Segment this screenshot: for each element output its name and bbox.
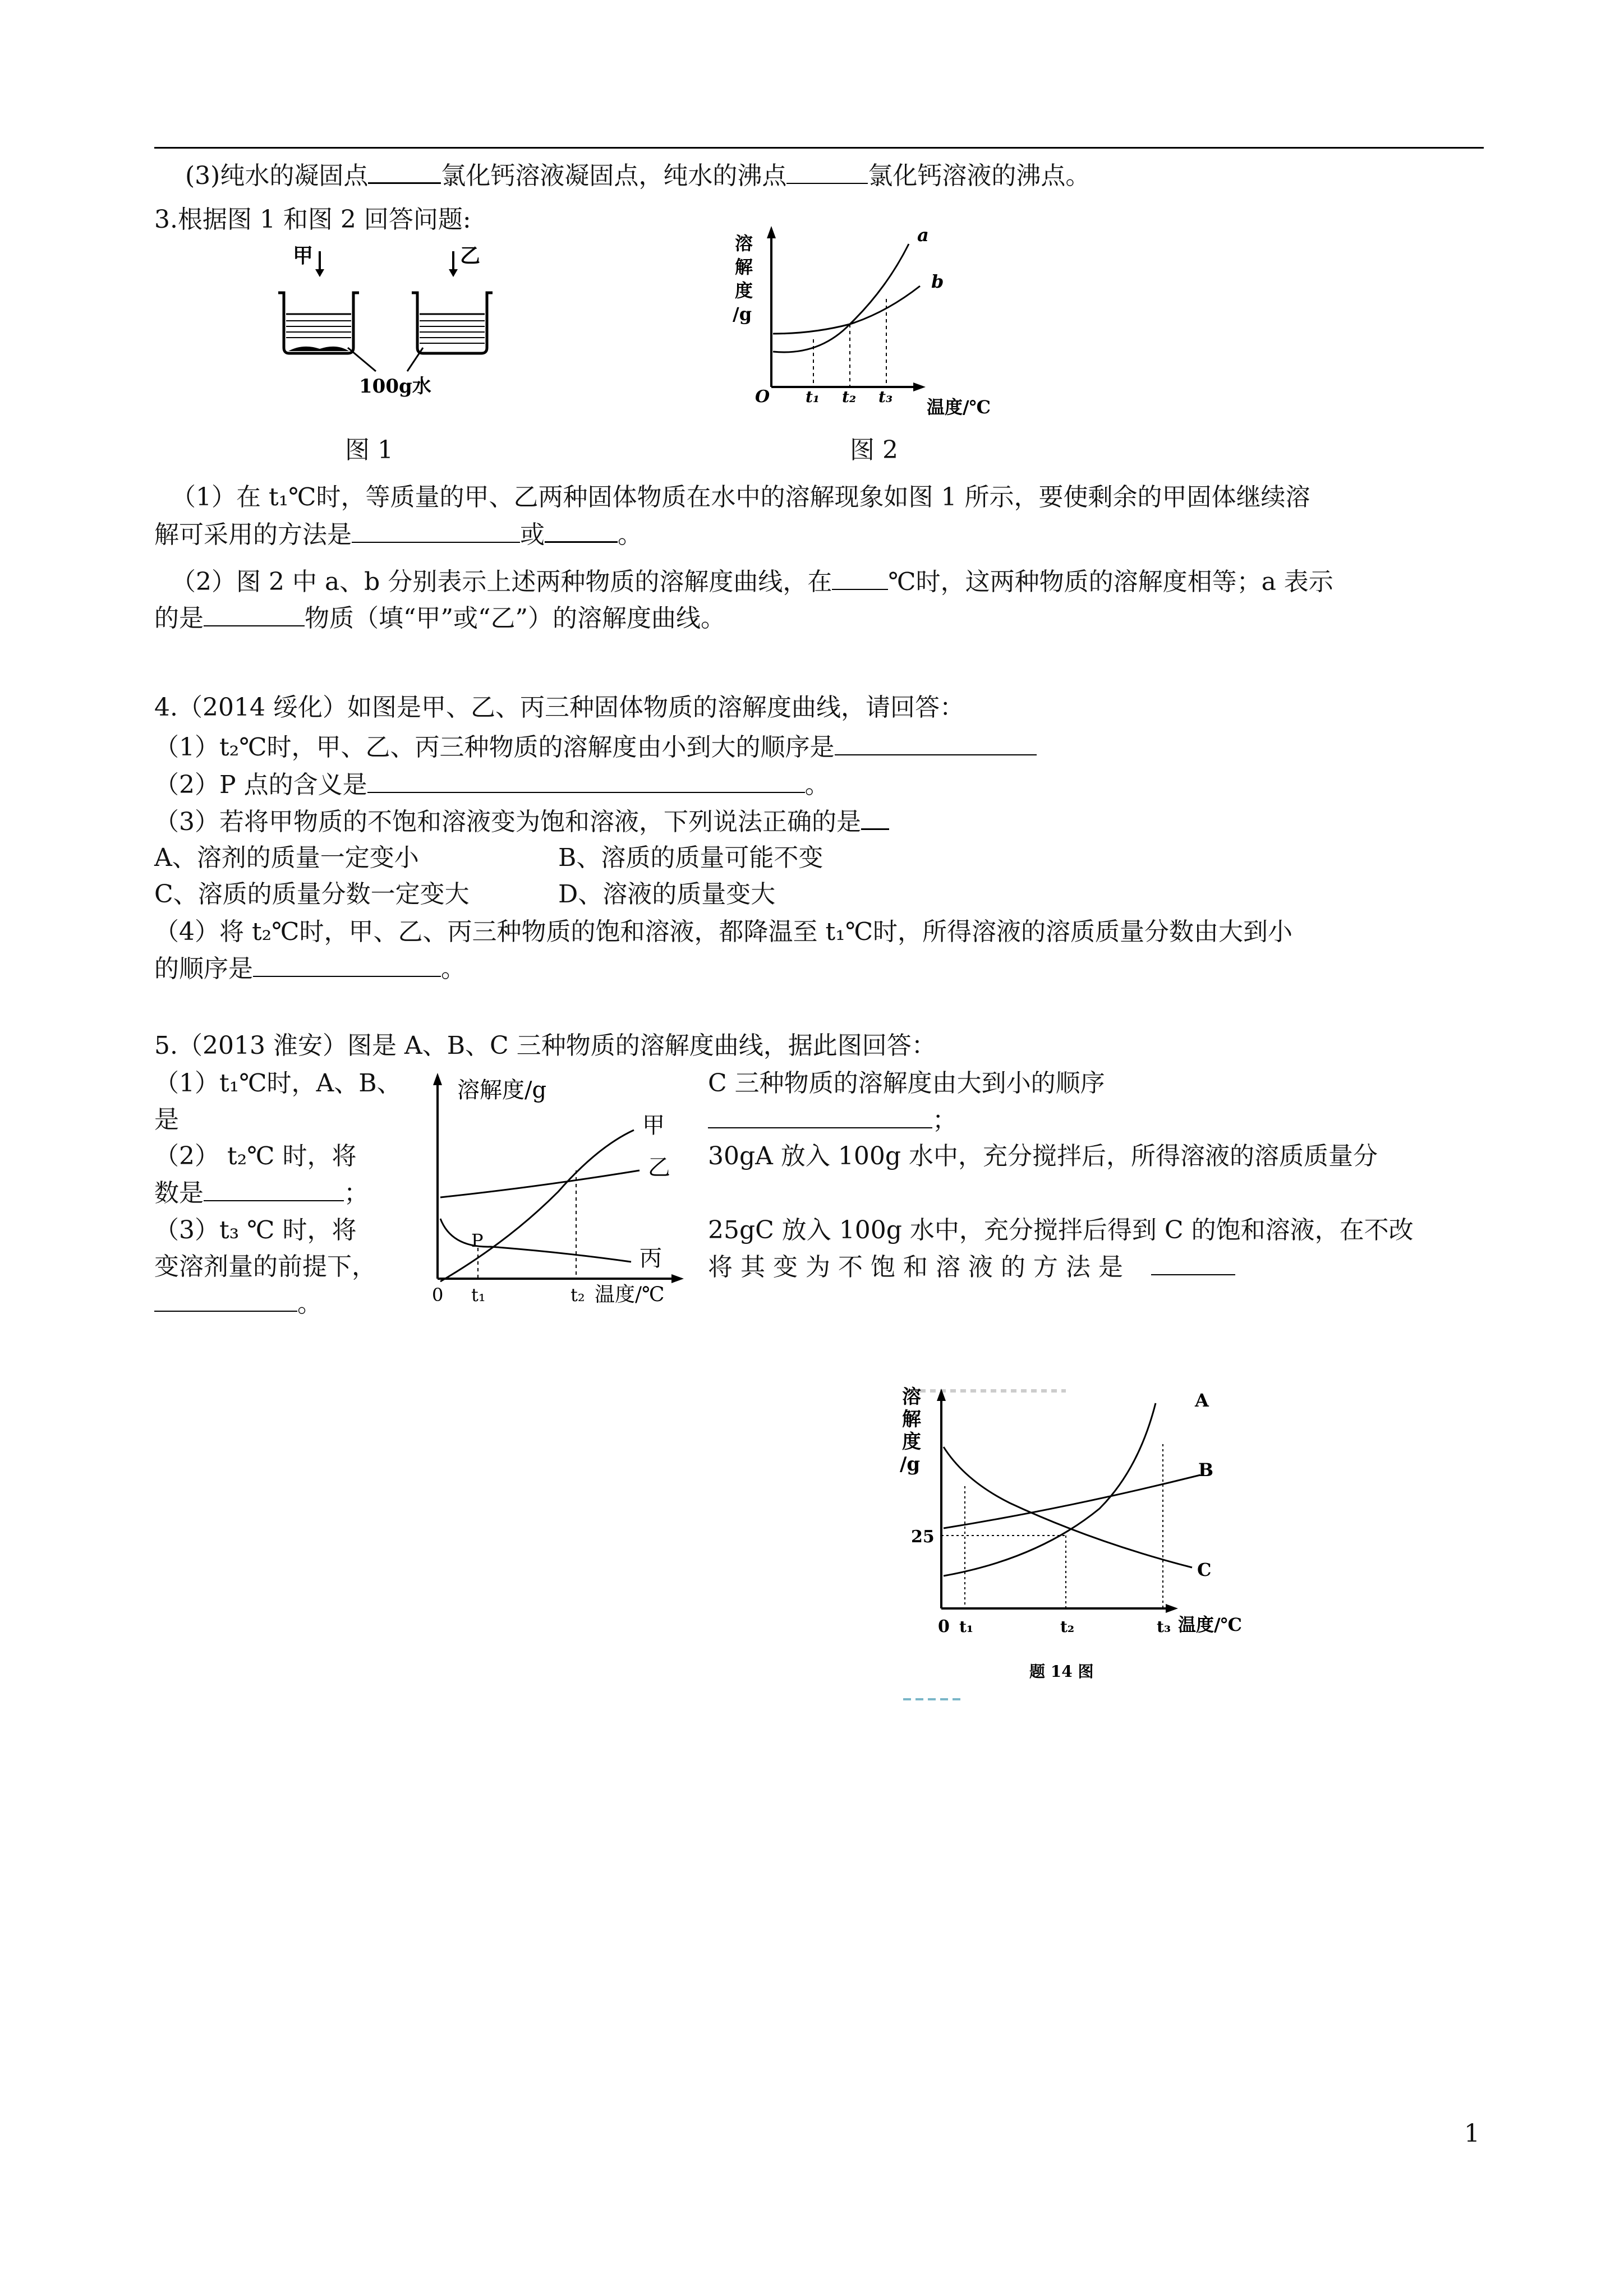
q5-left-7 bbox=[154, 1288, 322, 1319]
q3-p2-text-d: 物质（填“甲”或“乙”）的溶解度曲线。 bbox=[305, 604, 725, 633]
q5-left-1: （1）t₁℃时，A、B、 bbox=[154, 1069, 402, 1098]
q5-left-2: 是 bbox=[154, 1105, 179, 1134]
fig2-curve-a bbox=[773, 244, 909, 352]
blank-10[interactable] bbox=[253, 953, 441, 977]
q5-right-6 bbox=[708, 1252, 1235, 1283]
q3-p2-text-b: ℃时，这两种物质的溶解度相等；a 表示 bbox=[888, 568, 1333, 596]
q2-3-text-b: 氯化钙溶液凝固点，纯水的沸点 bbox=[441, 162, 787, 190]
q4-option-a[interactable]: A、溶剂的质量一定变小 bbox=[154, 843, 419, 872]
q5-right-2-end: ； bbox=[932, 1106, 957, 1135]
fig2-xlabel: 温度/℃ bbox=[927, 397, 991, 418]
q5-curve-bing bbox=[440, 1219, 631, 1262]
blank-3[interactable] bbox=[352, 519, 520, 543]
q5-left-3: （2） t₂℃ 时，将 bbox=[154, 1142, 357, 1170]
fig2-label-b: b bbox=[931, 271, 944, 292]
blank-1[interactable] bbox=[368, 160, 441, 184]
q5-left-7-end: 。 bbox=[297, 1289, 322, 1318]
q5-chart bbox=[418, 1068, 698, 1315]
q4-line5 bbox=[154, 953, 466, 984]
label-jia: 甲 bbox=[293, 244, 314, 268]
q4-line2 bbox=[154, 769, 830, 800]
fig14-ylabel-3: 度 bbox=[902, 1431, 921, 1453]
blank-11[interactable] bbox=[204, 1178, 344, 1201]
q3-title: 3.根据图 1 和图 2 回答问题: bbox=[154, 205, 471, 234]
q5-chart-y-arrow-icon bbox=[433, 1073, 442, 1085]
q3-p2-line2 bbox=[154, 603, 725, 634]
q4-option-b[interactable]: B、溶质的质量可能不变 bbox=[558, 843, 823, 872]
fig14-origin: 0 bbox=[938, 1617, 950, 1636]
q5-right-3: 30gA 放入 100g 水中，充分搅拌后，所得溶液的溶质质量分 bbox=[708, 1142, 1378, 1170]
q4-l2-end: 。 bbox=[804, 771, 830, 799]
q5-chart-origin: 0 bbox=[432, 1284, 444, 1306]
fig14-ylabel-4: /g bbox=[900, 1453, 921, 1476]
fig2-label-a: a bbox=[917, 224, 929, 246]
fig14-x-arrow-icon bbox=[1166, 1604, 1178, 1613]
q5-left-6: 变溶剂量的前提下， bbox=[154, 1252, 376, 1281]
q5-title: 5.（2013 淮安）图是 A、B、C 三种物质的溶解度曲线，据此图回答： bbox=[154, 1031, 936, 1060]
fig14-t1: t₁ bbox=[959, 1617, 974, 1636]
figure-2-chart bbox=[724, 222, 1038, 429]
q5-chart-x-arrow-icon bbox=[671, 1274, 684, 1283]
q5-left-4-text: 数是 bbox=[154, 1179, 204, 1207]
fig2-ylabel-1: 溶 bbox=[735, 233, 753, 254]
fig2-origin: O bbox=[755, 387, 770, 407]
fig14-label-a: A bbox=[1195, 1390, 1209, 1411]
fig14-curve-a bbox=[944, 1403, 1156, 1576]
q4-option-c[interactable]: C、溶质的质量分数一定变大 bbox=[154, 880, 470, 909]
label-yi: 乙 bbox=[460, 244, 481, 268]
blank-7[interactable] bbox=[835, 732, 1037, 755]
q3-p1-or: 或 bbox=[520, 520, 545, 549]
label-100g-water: 100g水 bbox=[359, 375, 431, 398]
fig14-xlabel: 温度/℃ bbox=[1178, 1614, 1243, 1635]
q4-l4-text: 的顺序是 bbox=[154, 955, 253, 983]
blank-14[interactable] bbox=[1151, 1252, 1235, 1275]
fig2-t1: t₁ bbox=[806, 388, 820, 406]
fig14-ylabel-2: 解 bbox=[902, 1408, 921, 1431]
q2-3-text-c: 氯化钙溶液的沸点。 bbox=[868, 162, 1091, 190]
fig2-y-arrow-icon bbox=[767, 226, 776, 238]
blank-5[interactable] bbox=[832, 566, 888, 590]
q5-right-2 bbox=[708, 1105, 957, 1136]
q4-line3 bbox=[154, 806, 889, 837]
q2-3-line bbox=[185, 160, 1090, 191]
fig2-x-arrow-icon bbox=[913, 382, 926, 391]
q4-l1-text: （1）t₂℃时，甲、乙、丙三种物质的溶解度由小到大的顺序是 bbox=[154, 733, 835, 762]
header-rule bbox=[154, 147, 1484, 149]
fig14-label-b: B bbox=[1198, 1459, 1214, 1481]
q3-p2-text-c: 的是 bbox=[154, 604, 204, 633]
page-number: 1 bbox=[1464, 2119, 1480, 2148]
q5-chart-point-p: P bbox=[471, 1230, 484, 1251]
blank-6[interactable] bbox=[204, 603, 305, 626]
fig1-caption: 图 1 bbox=[345, 436, 393, 464]
figure-1-beakers bbox=[264, 241, 510, 409]
q5-label-bing: 丙 bbox=[640, 1246, 662, 1271]
q4-line4: （4）将 t₂℃时，甲、乙、丙三种物质的饱和溶液，都降温至 t₁℃时，所得溶液的溶质质量分数由大到小 bbox=[154, 918, 1293, 946]
q5-chart-t2: t₂ bbox=[571, 1284, 585, 1306]
q5-label-yi: 乙 bbox=[648, 1155, 670, 1181]
fig2-t3: t₃ bbox=[878, 388, 893, 406]
blank-8[interactable] bbox=[367, 769, 805, 793]
q5-chart-xlabel: 温度/℃ bbox=[595, 1283, 665, 1306]
fig2-ylabel-3: 度 bbox=[735, 280, 753, 301]
fig14-caption: 题 14 图 bbox=[1029, 1662, 1094, 1681]
fig2-caption: 图 2 bbox=[850, 436, 898, 464]
q5-right-1: C 三种物质的溶解度由大到小的顺序 bbox=[708, 1069, 1105, 1098]
q5-left-4-end: ； bbox=[344, 1179, 369, 1207]
fig14-ylabel-1: 溶 bbox=[902, 1386, 921, 1408]
q5-right-6-text: 将 其 变 为 不 饱 和 溶 液 的 方 法 是 bbox=[708, 1253, 1123, 1281]
q3-p2-text-a: （2）图 2 中 a、b 分别表示上述两种物质的溶解度曲线，在 bbox=[171, 568, 832, 596]
fig14-curve-b bbox=[944, 1475, 1200, 1528]
fig14-label-c: C bbox=[1197, 1559, 1212, 1580]
q5-chart-t1: t₁ bbox=[471, 1284, 486, 1306]
q4-option-d[interactable]: D、溶液的质量变大 bbox=[558, 880, 776, 909]
beaker-jia bbox=[278, 293, 359, 353]
blank-4[interactable] bbox=[545, 519, 618, 543]
blank-13[interactable] bbox=[708, 1105, 932, 1128]
fig2-t2: t₂ bbox=[842, 388, 857, 406]
fig2-ylabel-4: /g bbox=[733, 303, 752, 325]
q3-p1-end: 。 bbox=[618, 520, 642, 549]
q5-curve-yi bbox=[440, 1170, 640, 1197]
blank-12[interactable] bbox=[154, 1288, 297, 1312]
fig14-tick-25: 25 bbox=[911, 1527, 935, 1547]
q4-title: 4.（2014 绥化）如图是甲、乙、丙三种固体物质的溶解度曲线，请回答： bbox=[154, 693, 964, 722]
q2-3-text-a: (3)纯水的凝固点 bbox=[185, 162, 369, 190]
q4-l2-text: （2）P 点的含义是 bbox=[154, 771, 367, 799]
q3-p1-text: 解可采用的方法是 bbox=[154, 520, 352, 549]
q3-p2-line1 bbox=[171, 566, 1333, 597]
q5-right-5: 25gC 放入 100g 水中，充分搅拌后得到 C 的饱和溶液，在不改 bbox=[708, 1216, 1414, 1244]
fig14-t3: t₃ bbox=[1157, 1617, 1171, 1636]
blank-9[interactable] bbox=[861, 806, 889, 830]
q5-label-jia: 甲 bbox=[642, 1113, 665, 1138]
q4-l3-text: （3）若将甲物质的不饱和溶液变为饱和溶液，下列说法正确的是 bbox=[154, 808, 861, 836]
q5-left-5: （3）t₃ ℃ 时，将 bbox=[154, 1216, 357, 1244]
q4-line1 bbox=[154, 732, 1037, 763]
fig2-ylabel-2: 解 bbox=[735, 256, 753, 278]
q3-p1-line2 bbox=[154, 519, 642, 550]
fig14-t2: t₂ bbox=[1060, 1617, 1075, 1636]
fig14-curve-c bbox=[944, 1447, 1192, 1567]
q4-l4-end: 。 bbox=[441, 955, 466, 983]
q5-chart-ylabel: 溶解度/g bbox=[457, 1077, 547, 1103]
q5-left-4 bbox=[154, 1178, 369, 1209]
blank-2[interactable] bbox=[786, 160, 868, 184]
beaker-yi bbox=[412, 293, 493, 353]
figure-14-chart bbox=[898, 1380, 1268, 1716]
q3-p1-line1: （1）在 t₁℃时，等质量的甲、乙两种固体物质在水中的溶解现象如图 1 所示，要使剩余的甲固体继续溶 bbox=[171, 483, 1310, 511]
